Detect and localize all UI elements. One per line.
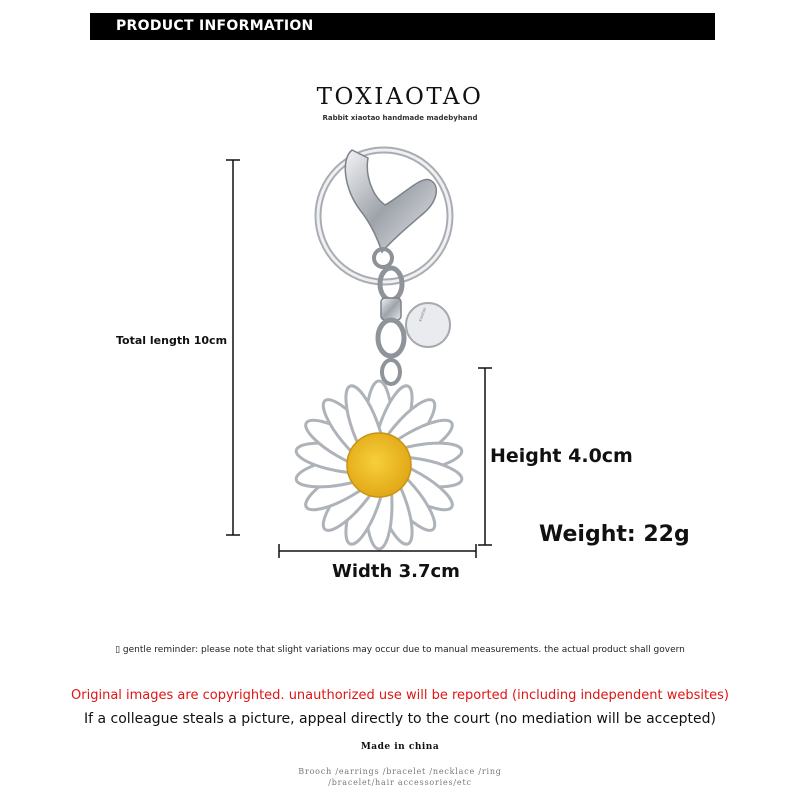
weight-label: Weight: 22g <box>539 522 690 547</box>
category-list-line-1: Brooch /earrings /bracelet /necklace /ring <box>298 767 502 776</box>
round-tag <box>406 303 450 347</box>
category-list-line-2: /bracelet/hair accessories/etc <box>328 778 472 787</box>
jump-ring <box>382 360 400 384</box>
daisy-center <box>347 433 411 497</box>
daisy-pendant <box>294 381 464 549</box>
width-label: Width 3.7cm <box>332 561 460 582</box>
lobster-clasp <box>345 150 436 267</box>
brand-logo: TOXIAOTAO <box>316 84 484 110</box>
brand-tagline: Rabbit xiaotao handmade madebyhand <box>322 114 478 122</box>
measurement-reminder: ▯ gentle reminder: please note that slight variations may occur due to manual measurements. the actual product shall govern <box>115 645 685 655</box>
total-length-marker <box>226 160 240 535</box>
copyright-notice: Original images are copyrighted. unauthorized use will be reported (including independent websites) <box>71 688 729 703</box>
svg-text:xiaotao: xiaotao <box>417 306 428 323</box>
header-title: PRODUCT INFORMATION <box>116 18 314 34</box>
made-in-label: Made in china <box>360 742 440 752</box>
total-length-label: Total length 10cm <box>116 334 228 347</box>
height-label: Height 4.0cm <box>490 445 633 467</box>
court-notice: If a colleague steals a picture, appeal directly to the court (no mediation will be accepted) <box>84 711 716 727</box>
